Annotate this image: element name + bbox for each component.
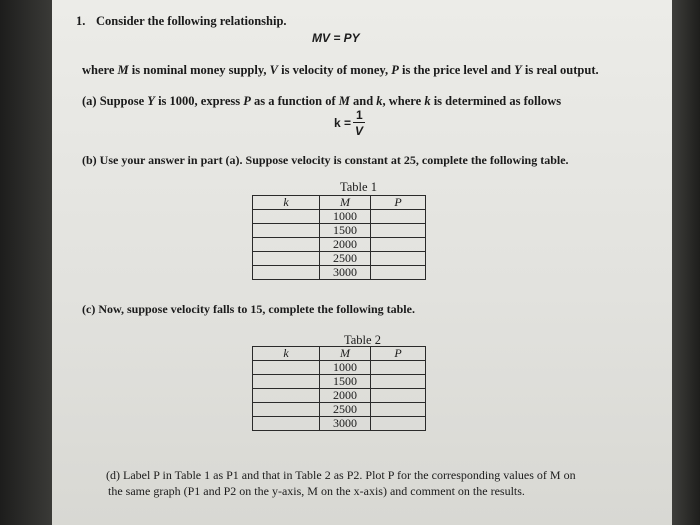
table-row bbox=[253, 224, 426, 238]
table1-cell-p[interactable] bbox=[371, 266, 426, 280]
table2-cell-m: 2500 bbox=[320, 403, 371, 417]
table1-caption: Table 1 bbox=[340, 180, 377, 194]
table1-cell-k[interactable] bbox=[253, 224, 320, 238]
main-equation: MV = PY bbox=[312, 31, 360, 45]
table1-cell-p[interactable] bbox=[371, 238, 426, 252]
table1-cell-m: 3000 bbox=[320, 266, 371, 280]
table2-header-m: M bbox=[320, 347, 371, 361]
background-right bbox=[672, 0, 700, 525]
table2-cell-k[interactable] bbox=[253, 403, 320, 417]
table2-caption: Table 2 bbox=[344, 333, 381, 347]
table1-cell-m: 1500 bbox=[320, 224, 371, 238]
table2-cell-k[interactable] bbox=[253, 417, 320, 431]
part-b-text: (b) Use your answer in part (a). Suppose velocity is constant at 25, complete the following table. bbox=[82, 153, 569, 167]
table-row bbox=[253, 210, 426, 224]
worksheet-page bbox=[52, 0, 672, 525]
table-row bbox=[253, 417, 426, 431]
table1-header-row bbox=[253, 196, 426, 210]
question-number: 1. bbox=[76, 14, 86, 28]
table1-cell-k[interactable] bbox=[253, 266, 320, 280]
table1 bbox=[252, 195, 426, 280]
table2-header-k: k bbox=[253, 347, 320, 361]
table-row bbox=[253, 238, 426, 252]
k-formula: k = 1 V bbox=[334, 108, 364, 138]
table2-cell-k[interactable] bbox=[253, 375, 320, 389]
table1-cell-k[interactable] bbox=[253, 252, 320, 266]
table2-cell-k[interactable] bbox=[253, 389, 320, 403]
table-row bbox=[253, 403, 426, 417]
table1-cell-k[interactable] bbox=[253, 238, 320, 252]
table-row bbox=[253, 389, 426, 403]
table2-cell-m: 2000 bbox=[320, 389, 371, 403]
table-row bbox=[253, 252, 426, 266]
part-a-text: (a) Suppose Y is 1000, express P as a function of M and k, where k is determined as follows bbox=[82, 94, 562, 108]
table1-cell-p[interactable] bbox=[371, 252, 426, 266]
table-row bbox=[253, 375, 426, 389]
part-d-line1: (d) Label P in Table 1 as P1 and that in Table 2 as P2. Plot P for the corresponding values of M on bbox=[106, 468, 576, 482]
table1-cell-m: 2500 bbox=[320, 252, 371, 266]
table-row bbox=[253, 361, 426, 375]
table1-cell-p[interactable] bbox=[371, 210, 426, 224]
table2-cell-p[interactable] bbox=[371, 361, 426, 375]
table-row bbox=[253, 266, 426, 280]
part-d-line2: the same graph (P1 and P2 on the y-axis, M on the x-axis) and comment on the results. bbox=[108, 484, 525, 498]
table2-cell-m: 1500 bbox=[320, 375, 371, 389]
table2-cell-p[interactable] bbox=[371, 403, 426, 417]
table2-cell-p[interactable] bbox=[371, 375, 426, 389]
table2-cell-k[interactable] bbox=[253, 361, 320, 375]
table1-cell-m: 1000 bbox=[320, 210, 371, 224]
table2-cell-m: 3000 bbox=[320, 417, 371, 431]
background-left bbox=[0, 0, 52, 525]
table2-cell-p[interactable] bbox=[371, 417, 426, 431]
definitions-line: where M is nominal money supply, V is velocity of money, P is the price level and Y is real output. bbox=[82, 63, 599, 77]
table1-cell-p[interactable] bbox=[371, 224, 426, 238]
table2-cell-p[interactable] bbox=[371, 389, 426, 403]
table2 bbox=[252, 346, 426, 431]
part-c-text: (c) Now, suppose velocity falls to 15, complete the following table. bbox=[82, 302, 415, 316]
table1-header-p: P bbox=[371, 196, 426, 210]
table2-header-p: P bbox=[371, 347, 426, 361]
table1-cell-k[interactable] bbox=[253, 210, 320, 224]
table2-cell-m: 1000 bbox=[320, 361, 371, 375]
table1-cell-m: 2000 bbox=[320, 238, 371, 252]
table1-header-m: M bbox=[320, 196, 371, 210]
table2-header-row bbox=[253, 347, 426, 361]
question-intro: Consider the following relationship. bbox=[96, 14, 287, 28]
table1-header-k: k bbox=[253, 196, 320, 210]
